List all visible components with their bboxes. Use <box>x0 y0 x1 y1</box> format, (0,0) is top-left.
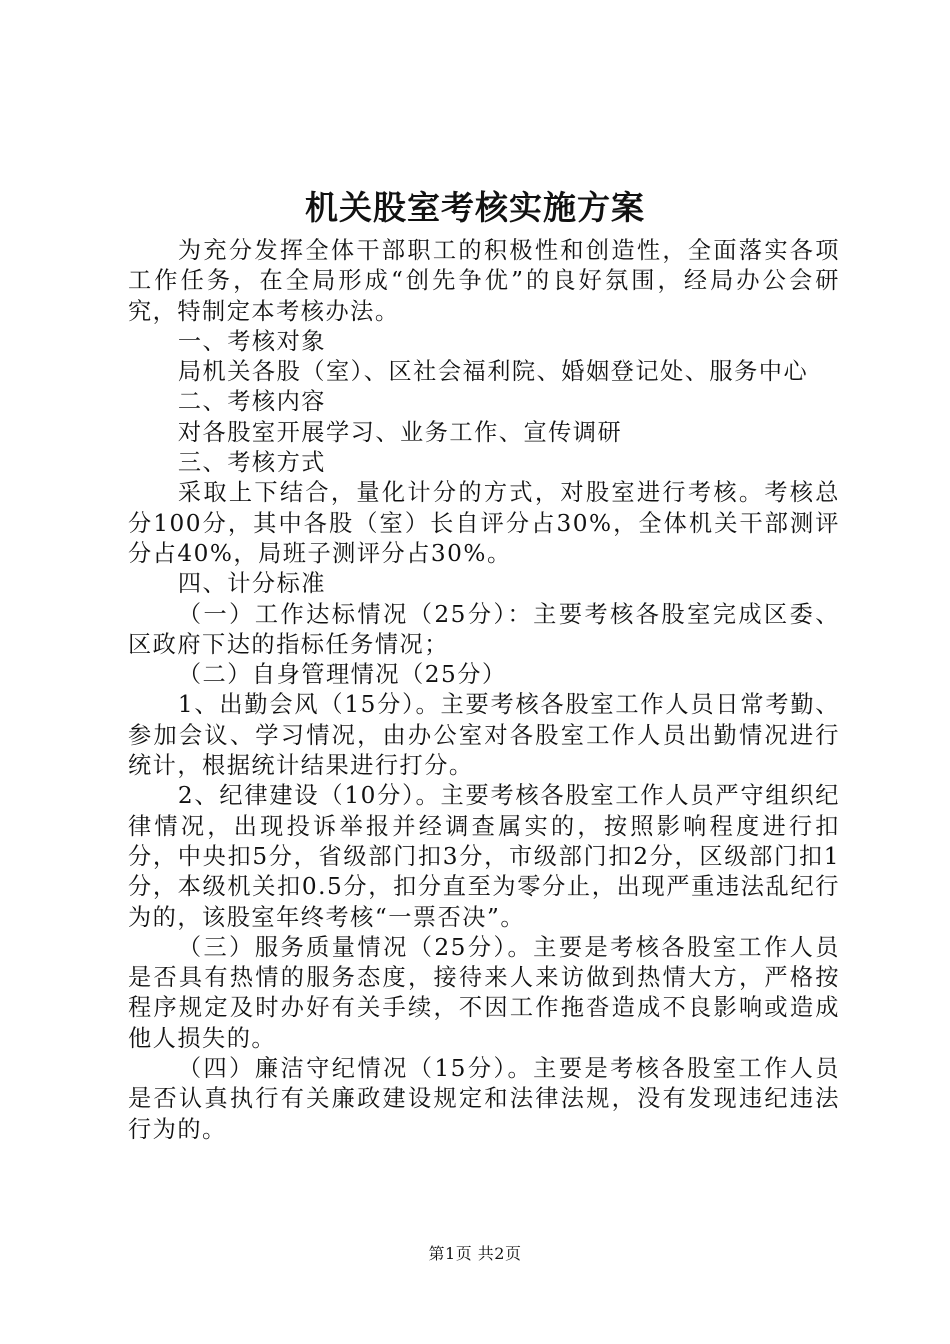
section-heading-2: 二、考核内容 <box>177 388 326 416</box>
section-heading-4: 四、计分标准 <box>177 570 326 598</box>
criteria-subitem-1: 1、出勤会风（15分）。主要考核各股室工作人员日常考勤、参加会议、学习情况，由办公室对各股室工作人员出勤情况进行统计，根据统计结果进行打分。 <box>128 691 840 780</box>
criteria-item-4: （四）廉洁守纪情况（15分）。主要是考核各股室工作人员是否认真执行有关廉政建设规定和法律法规，没有发现违纪违法行为的。 <box>128 1055 840 1143</box>
document-body <box>128 236 840 1145</box>
section-paragraph-2: 对各股室开展学习、业务工作、宣传调研 <box>177 418 623 446</box>
criteria-item-1: （一）工作达标情况（25分）：主要考核各股室完成区委、区政府下达的指标任务情况； <box>128 600 840 658</box>
page-number-footer: 第1页 共2页 <box>428 1244 522 1263</box>
criteria-item-3: （三）服务质量情况（25分）。主要是考核各股室工作人员是否具有热情的服务态度，接待来人来访做到热情大方，严格按程序规定及时办好有关手续，不因工作拖沓造成不良影响或造成他人损失的。 <box>128 933 840 1052</box>
section-heading-3: 三、考核方式 <box>177 449 326 477</box>
section-paragraph-1: 局机关各股（室）、区社会福利院、婚姻登记处、服务中心 <box>177 358 809 386</box>
section-heading-1: 一、考核对象 <box>177 327 326 355</box>
intro-paragraph: 为充分发挥全体干部职工的积极性和创造性，全面落实各项工作任务，在全局形成“创先争优”的良好氛围，经局办公会研究，特制定本考核办法。 <box>128 237 840 325</box>
section-paragraph-3: 采取上下结合，量化计分的方式，对股室进行考核。考核总分100分，其中各股（室）长自评分占30%，全体机关干部测评分占40%，局班子测评分占30%。 <box>128 479 840 567</box>
criteria-item-2: （二）自身管理情况（25分） <box>177 661 507 689</box>
criteria-subitem-2: 2、纪律建设（10分）。主要考核各股室工作人员严守组织纪律情况，出现投诉举报并经调查属实的，按照影响程度进行扣分，中央扣5分，省级部门扣3分，市级部门扣2分，区级部门扣1分，本级机关扣0.5分，扣分直至为零分止，出现严重违法乱纪行为的，该股室年终考核“一票否决”。 <box>128 782 840 931</box>
document-title: 机关股室考核实施方案 <box>305 188 645 227</box>
